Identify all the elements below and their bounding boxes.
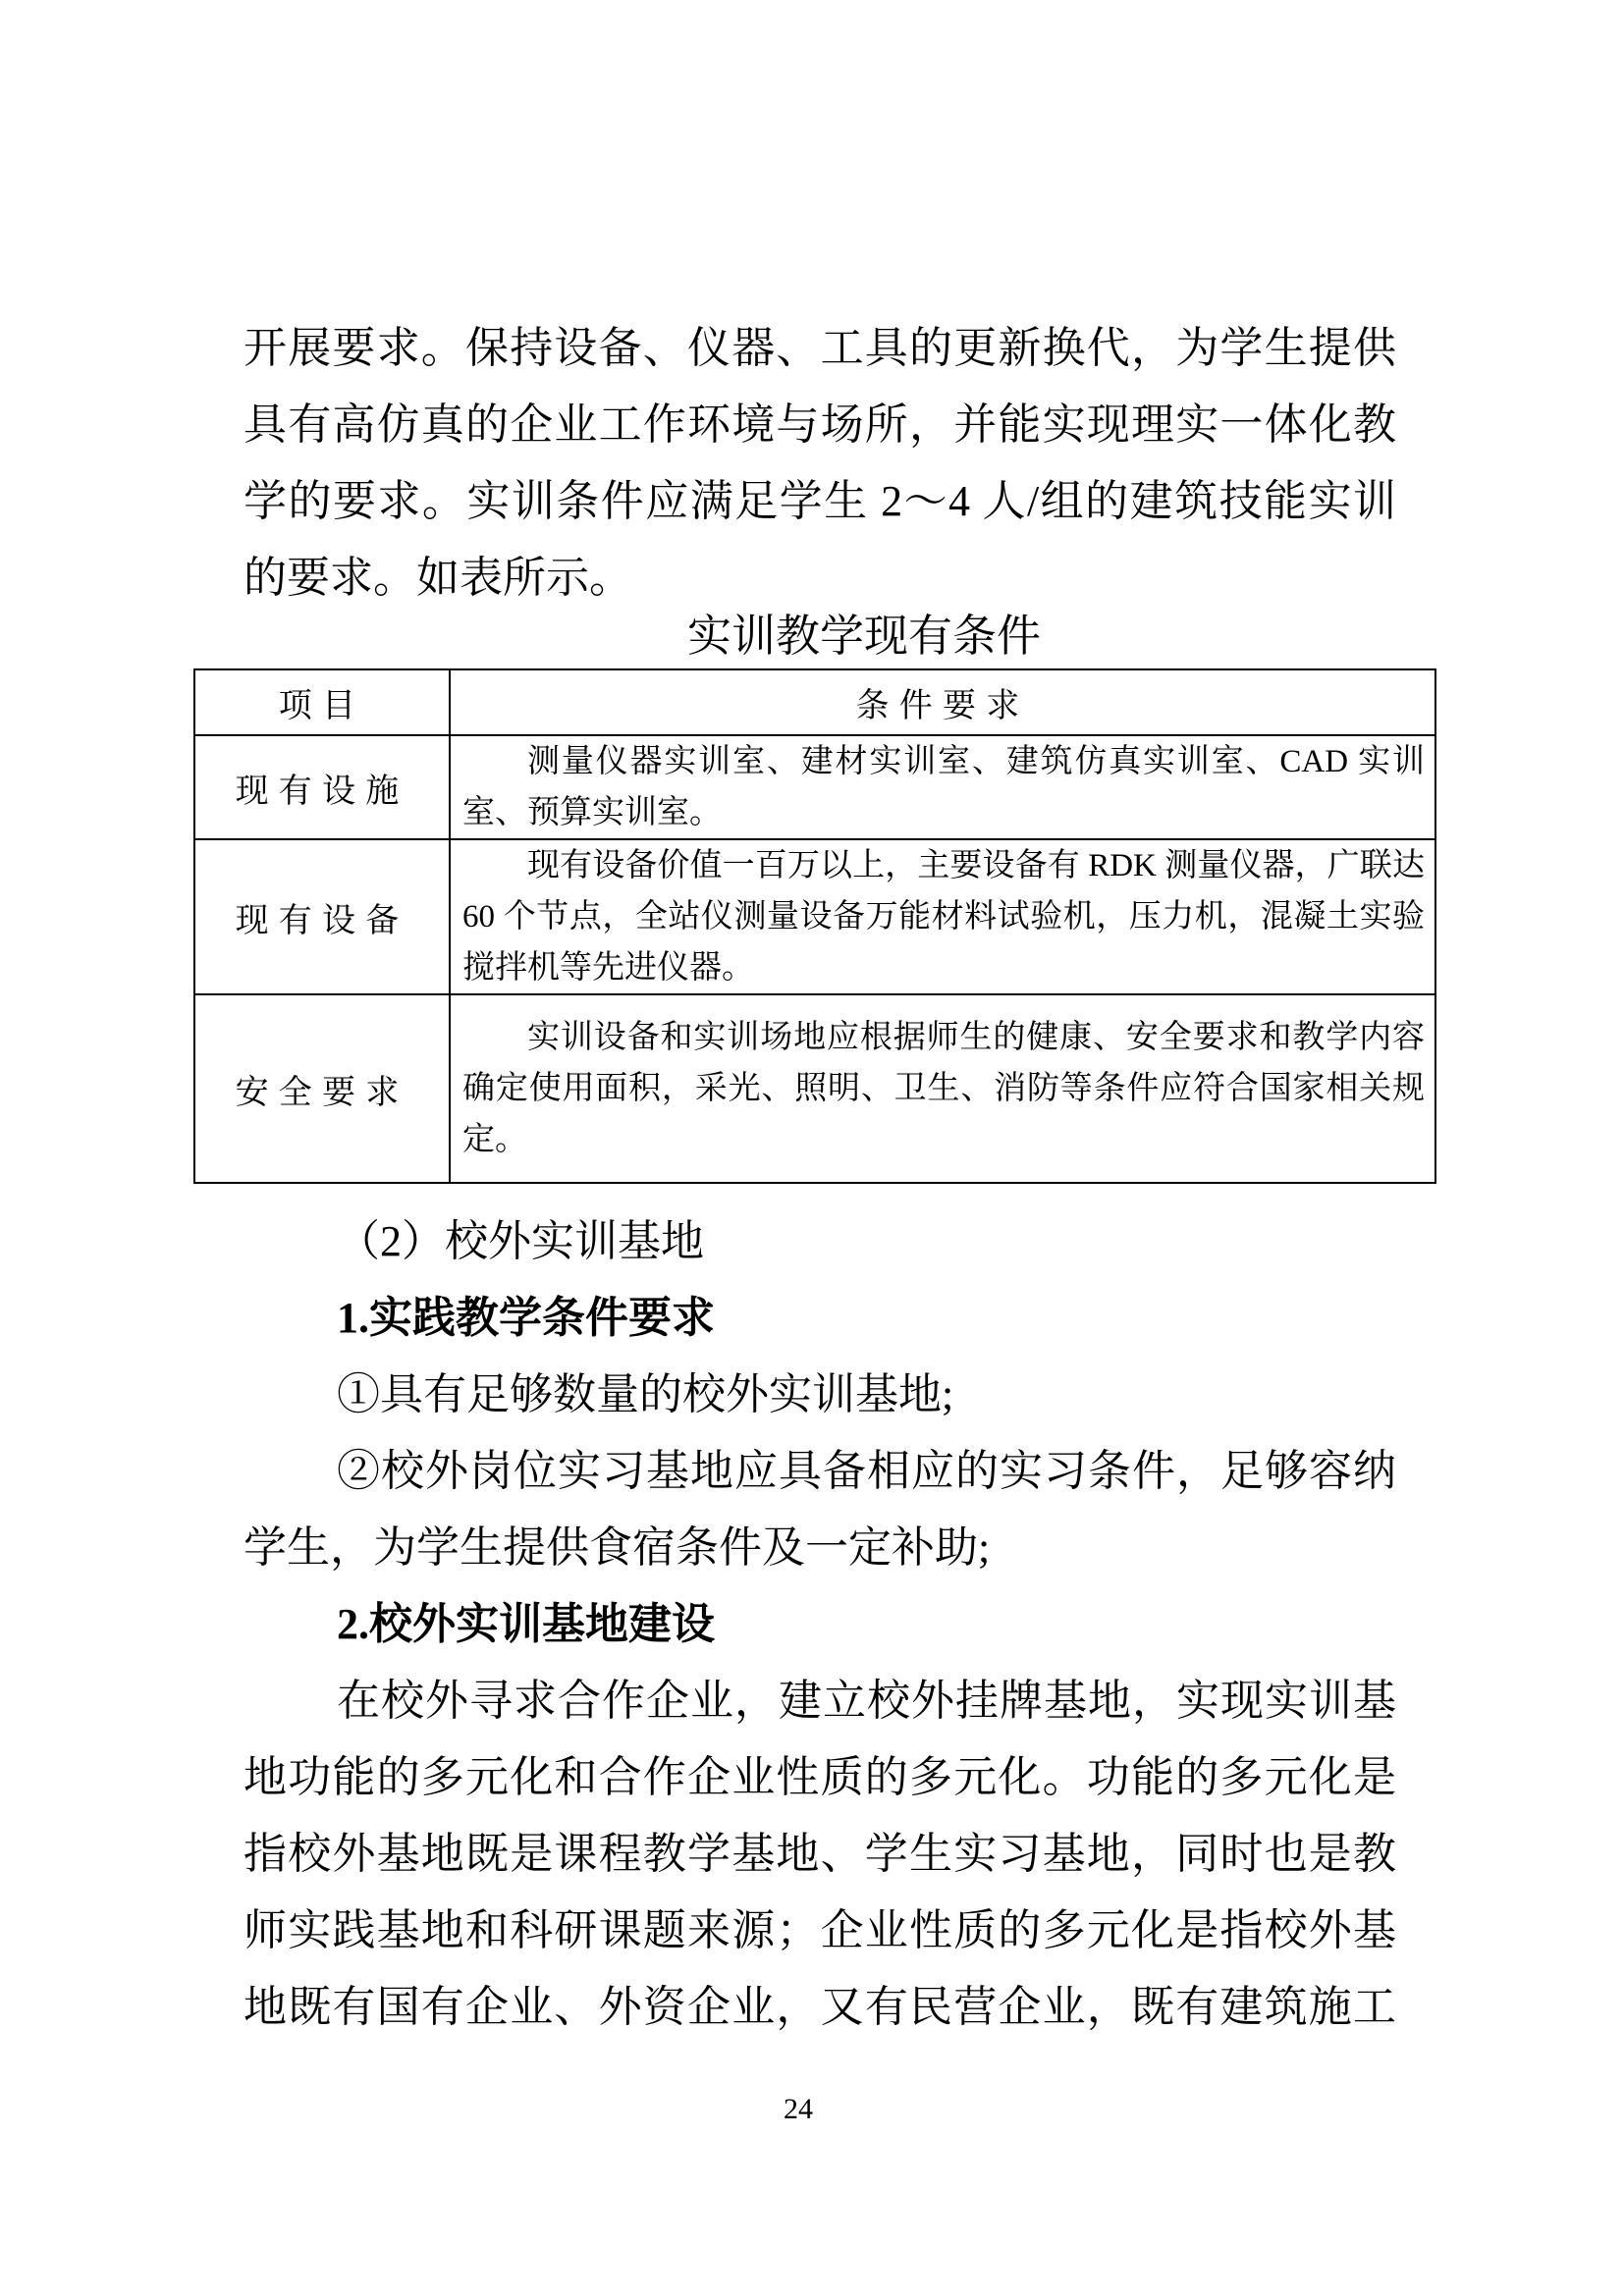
row-text-safety: 实训设备和实训场地应根据师生的健康、安全要求和教学内容确定使用面积，采光、照明、卫生、消防等条件应符合国家相关规定。	[450, 994, 1435, 1183]
intro-line-4: 的要求。如表所示。	[244, 554, 632, 602]
row-text-facilities: 测量仪器实训室、建材实训室、建筑仿真实训室、CAD 实训室、预算实训室。	[450, 735, 1435, 839]
row-label-facilities: 现有设施	[194, 735, 450, 839]
table-header-requirement: 条件要求	[450, 669, 1435, 735]
row-text-equipment: 现有设备价值一百万以上，主要设备有 RDK 测量仪器，广联达 60 个节点，全站仪测量设备万能材料试验机，压力机，混凝土实验搅拌机等先进仪器。	[450, 839, 1435, 994]
body-line-heading-1: 1.实践教学条件要求	[337, 1294, 715, 1342]
body-line-para-1: 在校外寻求合作企业，建立校外挂牌基地，实现实训基	[337, 1677, 1396, 1725]
row-label-equipment: 现有设备	[194, 839, 450, 994]
page-number: 24	[784, 2093, 813, 2125]
body-line-section2-heading: （2）校外实训基地	[337, 1217, 704, 1265]
body-line-para-3: 指校外基地既是课程教学基地、学生实习基地，同时也是教	[244, 1830, 1396, 1878]
body-text	[244, 1203, 1396, 2046]
intro-line-3: 学的要求。实训条件应满足学生 2～4 人/组的建筑技能实训	[244, 477, 1396, 525]
row-label-safety: 安全要求	[194, 994, 450, 1183]
intro-line-2: 具有高仿真的企业工作环境与场所，并能实现理实一体化教	[244, 400, 1396, 449]
body-line-para-5: 地既有国有企业、外资企业，又有民营企业，既有建筑施工	[244, 1983, 1396, 2031]
table-title: 实训教学现有条件	[686, 612, 1041, 661]
table-header-row	[194, 669, 1435, 735]
body-line-item-2a: ②校外岗位实习基地应具备相应的实习条件，足够容纳	[337, 1447, 1396, 1495]
intro-paragraph	[244, 310, 1396, 616]
table-header-item: 项目	[194, 669, 450, 735]
table-row-facilities	[194, 735, 1435, 839]
body-line-para-4: 师实践基地和科研课题来源；企业性质的多元化是指校外基	[244, 1906, 1396, 1954]
table-row-equipment	[194, 839, 1435, 994]
body-line-item-2b: 学生，为学生提供食宿条件及一定补助;	[244, 1523, 991, 1572]
body-line-heading-2: 2.校外实训基地建设	[337, 1600, 715, 1648]
body-line-para-2: 地功能的多元化和合作企业性质的多元化。功能的多元化是	[244, 1753, 1396, 1801]
training-conditions-table	[193, 668, 1436, 1184]
body-line-item-1: ①具有足够数量的校外实训基地;	[337, 1370, 954, 1418]
intro-line-1: 开展要求。保持设备、仪器、工具的更新换代，为学生提供	[244, 324, 1396, 372]
table-row-safety	[194, 994, 1435, 1183]
